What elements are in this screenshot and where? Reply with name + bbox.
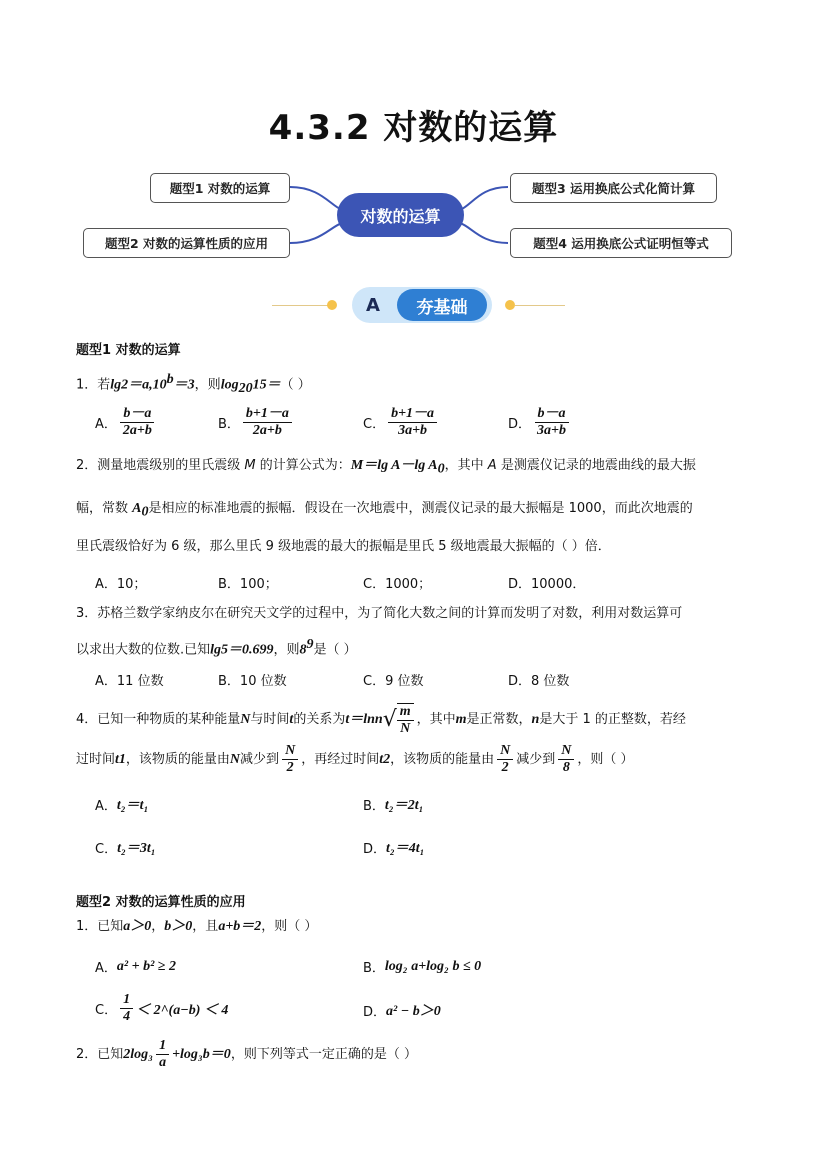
q-formula: 10 [152, 377, 167, 393]
section-title-1: 题型1 对数的运算 [76, 343, 181, 358]
q-formula: t [289, 712, 294, 727]
option-label: B． [363, 961, 385, 976]
q-text: 的计算公式为： [255, 458, 351, 473]
banner-letter: A [366, 294, 380, 316]
denominator: 3a+b [537, 423, 566, 438]
sqrt-sign: √ [382, 707, 397, 732]
option-1-4-a[interactable] [95, 794, 148, 814]
q-formula: M＝lg A－lg A [350, 458, 438, 473]
option-1-2-b[interactable]: B．100； [218, 577, 278, 592]
q-formula: N [229, 751, 241, 767]
section-title-2: 题型2 对数的运算性质的应用 [76, 895, 246, 910]
fraction [388, 406, 437, 439]
option-1-2-a[interactable]: A．10； [95, 577, 147, 592]
option-expr: a² + b² ≥ 2 [116, 958, 176, 974]
q-text: 4．已知一种物质的某种能量 [76, 712, 241, 727]
q-text: ，则（ ） [577, 751, 634, 767]
denominator: 2 [501, 760, 509, 775]
q-formula: t＝ln [345, 712, 375, 727]
q-formula: N [240, 712, 251, 727]
q-text: 是大于 1 的正整数，若经 [539, 712, 686, 727]
question-2-1 [76, 918, 756, 936]
option-2-1-d[interactable] [363, 1000, 441, 1020]
option-label: B． [218, 417, 240, 432]
numerator: N [497, 743, 513, 760]
option-2-1-b[interactable] [363, 957, 481, 976]
q-text: 1．已知 [76, 919, 124, 934]
mind-map-topic-2: 题型2 对数的运算性质的应用 [83, 228, 290, 258]
denominator: N [400, 721, 411, 736]
q-formula-sub: 0 [437, 461, 445, 477]
option-expr: ＜ 2^(a−b) ＜ 4 [136, 1002, 229, 1018]
option-label: D． [363, 841, 387, 857]
q-text: 是相应的标准地震的振幅．假设在一次地震中，测震仪记录的最大振幅是 1000，而此次地震的 [148, 501, 693, 516]
q-formula-sub: 20 [238, 380, 253, 396]
q-text: ，且 [192, 919, 219, 934]
q-text: （ ） [280, 377, 311, 393]
question-1-4-line-1 [76, 703, 756, 737]
numerator: N [558, 743, 574, 760]
section-banner [0, 285, 827, 325]
q-formula: a+b＝2 [218, 919, 262, 934]
q-text: 是（ ） [313, 642, 357, 658]
q-formula-sup: 9 [306, 637, 314, 652]
q-text: 与时间 [250, 712, 290, 727]
option-2-1-a[interactable] [95, 957, 176, 976]
numerator: N [282, 743, 298, 760]
question-1-2-line-3: 里氏震级恰好为 6 级，那么里氏 9 级地震的最大的振幅是里氏 5 级地震最大振幅的（ ）倍． [76, 539, 611, 554]
question-1-1 [76, 371, 756, 398]
option-label: B． [363, 798, 385, 814]
question-1-3-line-2 [76, 636, 756, 659]
question-2-2 [76, 1038, 756, 1071]
q-formula: 15＝ [252, 377, 281, 393]
option-expr: t₂＝t₁ [116, 798, 149, 813]
mind-map-topic-4: 题型4 运用换底公式证明恒等式 [510, 228, 732, 258]
q-text: ，则 [273, 642, 300, 658]
mind-map-center: 对数的运算 [337, 193, 464, 237]
option-expr: t₂＝2t₁ [384, 798, 424, 813]
option-label: C． [363, 417, 386, 432]
q-formula-sub: 1 [118, 751, 126, 767]
q-formula: t [379, 751, 384, 767]
denominator: 2 [286, 760, 294, 775]
q-formula: 8 [299, 642, 307, 658]
q-formula: log [220, 377, 239, 393]
numerator: b－a [535, 406, 569, 423]
q-text: 减少到 [240, 751, 280, 767]
fraction [397, 703, 414, 737]
option-label: A． [95, 798, 117, 814]
q-formula: A [132, 501, 142, 516]
numerator: b－a [120, 406, 154, 423]
q-text: ，再经过时间 [301, 751, 380, 767]
q-text: 过时间 [76, 751, 116, 767]
option-expr: t₂＝3t₁ [117, 841, 156, 856]
q-formula: +log₃b＝0 [172, 1046, 231, 1062]
fraction [282, 743, 298, 776]
q-text: 2．已知 [76, 1046, 124, 1062]
q-text: ，则下列等式一定正确的是（ ） [230, 1046, 417, 1062]
q-formula: lg2＝a [110, 377, 150, 393]
option-1-3-b[interactable]: B．10 位数 [218, 674, 287, 689]
option-1-4-c[interactable] [95, 837, 156, 857]
numerator: m [397, 704, 414, 721]
option-1-4-d[interactable] [363, 837, 425, 857]
option-expr: a² − b＞0 [386, 1004, 441, 1019]
q-text: ，其中 [416, 712, 456, 727]
numerator: 1 [120, 992, 133, 1009]
option-1-4-b[interactable] [363, 794, 423, 814]
option-label: C． [95, 841, 118, 857]
q-formula: ＝3 [173, 377, 195, 393]
option-expr: log₂ a+log₂ b ≤ 0 [384, 958, 482, 974]
denominator: 4 [123, 1009, 131, 1024]
denominator: 8 [562, 760, 570, 775]
option-1-1-b[interactable] [218, 406, 295, 439]
question-1-2-line-2 [76, 500, 756, 522]
q-formula-sub: 0 [141, 504, 149, 520]
banner-dot-left [327, 300, 337, 310]
q-text: ， [151, 919, 165, 934]
q-formula: b＞0 [164, 919, 193, 934]
option-2-1-c[interactable] [95, 992, 228, 1025]
fraction [120, 406, 155, 439]
q-text: 以求出大数的位数.已知 [76, 642, 211, 658]
q-text: ，则（ ） [261, 919, 318, 934]
q-text: ，该物质的能量由 [390, 751, 495, 767]
fraction [243, 406, 292, 439]
q-text: 是测震仪记录的地震曲线的最大振 [496, 458, 696, 473]
q-var: M [244, 458, 256, 473]
q-formula: lg5＝0.699 [210, 642, 274, 658]
question-1-3-line-1: 3．苏格兰数学家纳皮尔在研究天文学的过程中，为了简化大数之间的计算而发明了对数，利用对数运算可 [76, 606, 683, 621]
denominator: a [159, 1055, 167, 1070]
option-1-3-c[interactable]: C．9 位数 [363, 674, 424, 689]
fraction [534, 406, 569, 439]
q-text: 2．测量地震级别的里氏震级 [76, 458, 245, 473]
option-1-2-d[interactable]: D．10000． [508, 577, 586, 592]
denominator: 2a+b [122, 423, 152, 438]
banner-line-left [272, 305, 332, 306]
q-formula: 2log₃ [123, 1046, 154, 1062]
option-1-2-c[interactable]: C．1000； [363, 577, 432, 592]
fraction [558, 743, 574, 776]
option-label: A． [95, 417, 117, 432]
option-label: D． [508, 417, 532, 432]
q-text: 幅，常数 [76, 501, 133, 516]
banner-line-right [515, 305, 565, 306]
fraction [156, 1038, 169, 1071]
mind-map-topic-3: 题型3 运用换底公式化简计算 [510, 173, 717, 203]
q-formula: n [531, 712, 540, 727]
banner-label: 夯基础 [397, 289, 487, 321]
q-text: ，该物质的能量由 [125, 751, 230, 767]
q-text: 1．若 [76, 377, 111, 393]
numerator: 1 [156, 1038, 169, 1055]
q-formula: a＞0 [123, 919, 152, 934]
q-formula-sup: b [166, 372, 174, 387]
denominator: 2a+b [252, 423, 282, 438]
option-label: A． [95, 961, 117, 976]
option-expr: t₂＝4t₁ [386, 841, 425, 856]
q-formula: m [455, 712, 467, 727]
fraction [120, 992, 133, 1025]
option-label: C． [95, 1003, 118, 1018]
q-formula: , [149, 377, 153, 393]
question-1-2-line-1 [76, 457, 756, 479]
q-text: 的关系为 [293, 712, 346, 727]
q-formula: t [115, 751, 119, 767]
mind-map [80, 165, 735, 265]
option-1-3-a[interactable]: A．11 位数 [95, 674, 164, 689]
question-1-4-line-2 [76, 743, 756, 776]
q-formula-sup: n [374, 712, 383, 727]
q-formula-sub: 2 [383, 751, 391, 767]
option-1-3-d[interactable]: D．8 位数 [508, 674, 570, 689]
denominator: 3a+b [398, 423, 428, 438]
numerator: b+1－a [388, 406, 437, 423]
banner-dot-right [505, 300, 515, 310]
option-1-1-d[interactable] [508, 406, 572, 439]
q-text: ，则 [194, 377, 221, 393]
option-label: D． [363, 1004, 387, 1020]
q-text: 是正常数， [466, 712, 532, 727]
page-title: 4.3.2 对数的运算 [268, 108, 559, 148]
q-text: ，其中 [444, 458, 488, 473]
option-1-1-c[interactable] [363, 406, 440, 439]
numerator: b+1－a [243, 406, 292, 423]
mind-map-topic-1: 题型1 对数的运算 [150, 173, 290, 203]
option-1-1-a[interactable] [95, 406, 158, 439]
fraction [497, 743, 513, 776]
q-text: 减少到 [516, 751, 556, 767]
q-var: A [487, 458, 497, 473]
